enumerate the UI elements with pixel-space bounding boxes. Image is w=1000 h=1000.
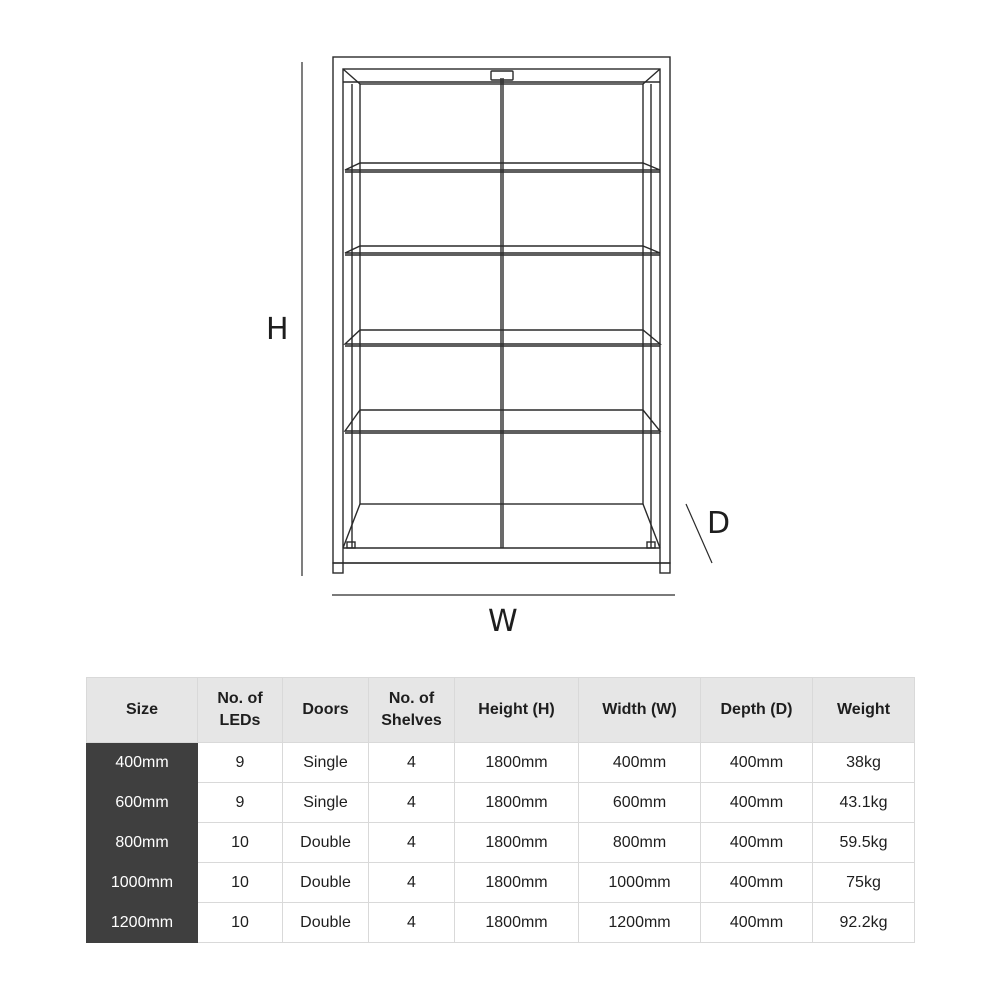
weight-cell: 75kg [813,863,915,903]
size-cell: 600mm [87,783,198,823]
cabinet-lock [491,71,513,80]
width-cell: 1000mm [579,863,701,903]
depth-cell: 400mm [701,903,813,943]
width-cell: 600mm [579,783,701,823]
shelves-cell: 4 [369,783,455,823]
leds-cell: 9 [198,783,283,823]
header-shelves: No. of Shelves [369,678,455,743]
leds-cell: 10 [198,903,283,943]
depth-cell: 400mm [701,863,813,903]
doors-cell: Double [283,903,369,943]
table-row [87,783,915,823]
weight-cell: 43.1kg [813,783,915,823]
width-cell: 1200mm [579,903,701,943]
display-cabinet-drawing [333,57,670,573]
size-cell: 400mm [87,743,198,783]
doors-cell: Single [283,743,369,783]
size-cell: 1200mm [87,903,198,943]
shelves-cell: 4 [369,743,455,783]
height-cell: 1800mm [455,903,579,943]
width-cell: 800mm [579,823,701,863]
doors-cell: Single [283,783,369,823]
depth-label: D [707,506,731,541]
specification-table [86,677,915,943]
table-row [87,903,915,943]
table-row [87,823,915,863]
size-cell: 1000mm [87,863,198,903]
header-height: Height (H) [455,678,579,743]
depth-cell: 400mm [701,743,813,783]
shelves-cell: 4 [369,823,455,863]
doors-cell: Double [283,863,369,903]
header-leds: No. of LEDs [198,678,283,743]
height-cell: 1800mm [455,783,579,823]
shelves-cell: 4 [369,903,455,943]
leds-cell: 9 [198,743,283,783]
shelves-cell: 4 [369,863,455,903]
depth-cell: 400mm [701,783,813,823]
cabinet-foot-right [660,563,670,573]
leds-cell: 10 [198,863,283,903]
doors-cell: Double [283,823,369,863]
height-cell: 1800mm [455,743,579,783]
width-label: W [488,604,518,639]
header-width: Width (W) [579,678,701,743]
weight-cell: 92.2kg [813,903,915,943]
size-cell: 800mm [87,823,198,863]
table-row [87,863,915,903]
leds-cell: 10 [198,823,283,863]
weight-cell: 38kg [813,743,915,783]
header-depth: Depth (D) [701,678,813,743]
height-cell: 1800mm [455,863,579,903]
depth-cell: 400mm [701,823,813,863]
table-row [87,743,915,783]
table-header-row [87,678,915,743]
height-label: H [266,312,289,347]
header-weight: Weight [813,678,915,743]
height-cell: 1800mm [455,823,579,863]
width-cell: 400mm [579,743,701,783]
header-doors: Doors [283,678,369,743]
cabinet-foot-left [333,563,343,573]
header-size: Size [87,678,198,743]
weight-cell: 59.5kg [813,823,915,863]
